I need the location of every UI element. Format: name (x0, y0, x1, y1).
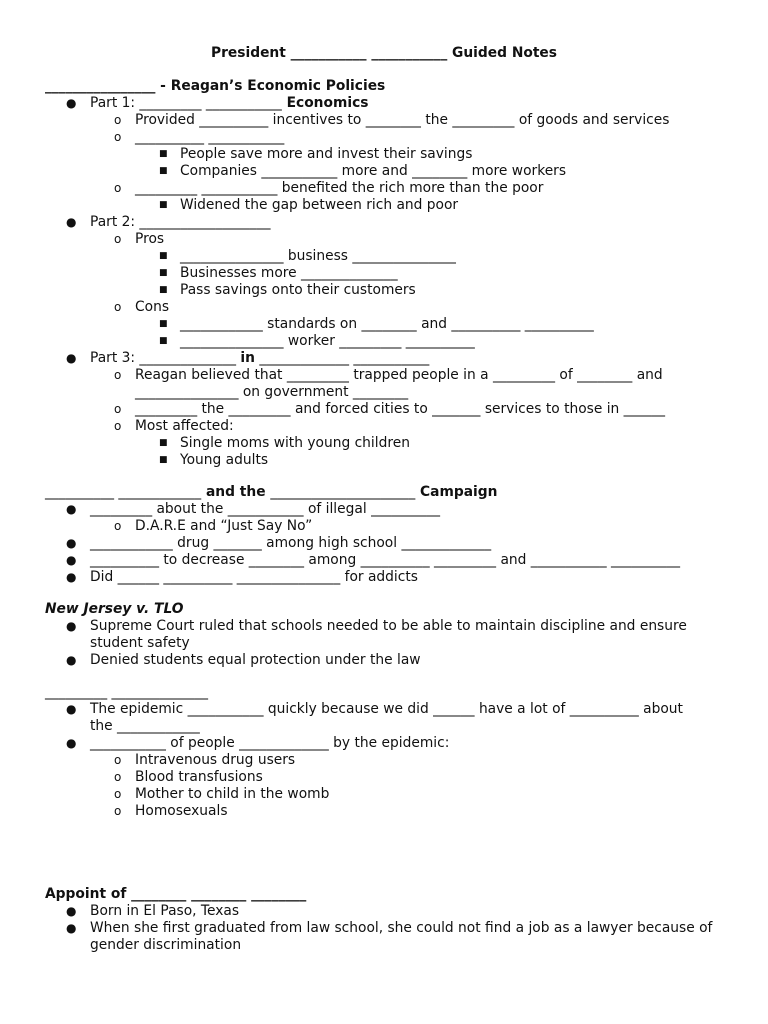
bullet-disc-icon: ● (66, 653, 77, 667)
bullet-disc-icon: ● (66, 921, 77, 935)
reagan-heading: ________________ - Reagan’s Economic Policies (45, 78, 386, 94)
bullet-disc-icon: ● (66, 736, 77, 750)
bullet-disc-icon: ● (66, 570, 77, 584)
list-item: Companies ___________ more and ________ more workers (180, 163, 567, 179)
list-item: Homosexuals (135, 803, 228, 819)
list-item: When she first graduated from law school, she could not find a job as a lawyer because of (90, 920, 713, 936)
list-item: Provided __________ incentives to ________ the _________ of goods and services (135, 112, 670, 128)
bullet-square-icon: ■ (159, 319, 168, 329)
bullet-disc-icon: ● (66, 702, 77, 716)
bullet-disc-icon: ● (66, 904, 77, 918)
bullet-circle-icon: o (114, 519, 122, 533)
bullet-circle-icon: o (114, 130, 122, 144)
cons-label: Cons (135, 299, 170, 315)
list-item: _________ the _________ and forced cities to _______ services to those in ______ (135, 401, 666, 417)
part1-label: Part 1: _________ ___________ (90, 95, 282, 111)
list-item: Supreme Court ruled that schools needed to be able to maintain discipline and ensure (90, 618, 687, 634)
bullet-disc-icon: ● (66, 619, 77, 633)
bullet-square-icon: ■ (159, 200, 168, 210)
bullet-circle-icon: o (114, 402, 122, 416)
part2-label: Part 2: ___________________ (90, 214, 271, 230)
list-item: Young adults (180, 452, 269, 468)
list-item: __________ to decrease ________ among __________ _________ and ___________ __________ (90, 552, 681, 568)
bullet-circle-icon: o (114, 419, 122, 433)
bullet-disc-icon: ● (66, 351, 77, 365)
list-item: D.A.R.E and “Just Say No” (135, 518, 313, 534)
list-item-continued: the ____________ (90, 718, 200, 734)
pros-label: Pros (135, 231, 165, 247)
list-item: Intravenous drug users (135, 752, 296, 768)
list-item: Widened the gap between rich and poor (180, 197, 459, 213)
bullet-square-icon: ■ (159, 268, 168, 278)
list-item: Blood transfusions (135, 769, 263, 785)
list-item: Denied students equal protection under the law (90, 652, 421, 668)
part1-line (90, 95, 368, 112)
bullet-square-icon: ■ (159, 455, 168, 465)
bullet-disc-icon: ● (66, 536, 77, 550)
part3-post: _____________ ___________ (254, 350, 430, 366)
bullet-circle-icon: o (114, 300, 122, 314)
list-item-continued: _______________ on government ________ (135, 384, 409, 400)
bullet-circle-icon: o (114, 753, 122, 767)
bullet-circle-icon: o (114, 113, 122, 127)
list-item: Pass savings onto their customers (180, 282, 416, 298)
list-item: _______________ worker _________ __________ (180, 333, 475, 349)
drugs-heading-and: and the (201, 484, 271, 500)
list-item: ___________ of people _____________ by the epidemic: (90, 735, 450, 751)
list-item-continued: student safety (90, 635, 190, 651)
bullet-square-icon: ■ (159, 251, 168, 261)
list-item: _________ about the ___________ of illegal __________ (90, 501, 441, 517)
part3-line (90, 350, 429, 367)
appoint-heading: Appoint of ________ ________ ________ (45, 886, 307, 902)
list-item: Born in El Paso, Texas (90, 903, 240, 919)
bullet-disc-icon: ● (66, 553, 77, 567)
list-item: __________ ___________ (135, 129, 285, 145)
tlo-heading: New Jersey v. TLO (45, 601, 184, 617)
bullet-square-icon: ■ (159, 438, 168, 448)
list-item: Reagan believed that _________ trapped people in a _________ of ________ and (135, 367, 663, 383)
list-item: Did ______ __________ _______________ for addicts (90, 569, 418, 585)
list-item: _________ ___________ benefited the rich more than the poor (135, 180, 544, 196)
bullet-disc-icon: ● (66, 215, 77, 229)
bullet-circle-icon: o (114, 787, 122, 801)
part3-in: in (240, 350, 255, 366)
list-item: Mother to child in the womb (135, 786, 330, 802)
list-item: Most affected: (135, 418, 234, 434)
bullet-disc-icon: ● (66, 502, 77, 516)
bullet-square-icon: ■ (159, 166, 168, 176)
drugs-heading-blank-a: __________ ____________ (45, 484, 202, 500)
bullet-circle-icon: o (114, 181, 122, 195)
bullet-square-icon: ■ (159, 285, 168, 295)
epidemic-heading: _________ ______________ (45, 684, 209, 700)
bullet-disc-icon: ● (66, 96, 77, 110)
bullet-square-icon: ■ (159, 149, 168, 159)
drugs-heading-blank-b: _____________________ (270, 484, 416, 500)
list-item: The epidemic ___________ quickly because we did ______ have a lot of __________ about (90, 701, 683, 717)
list-item: ____________ standards on ________ and __________ __________ (180, 316, 594, 332)
list-item-continued: gender discrimination (90, 937, 242, 953)
bullet-circle-icon: o (114, 804, 122, 818)
list-item: ____________ drug _______ among high school _____________ (90, 535, 492, 551)
bullet-square-icon: ■ (159, 336, 168, 346)
list-item: Single moms with young children (180, 435, 410, 451)
bullet-circle-icon: o (114, 368, 122, 382)
bullet-circle-icon: o (114, 770, 122, 784)
drugs-heading-campaign: Campaign (415, 484, 498, 500)
list-item: People save more and invest their savings (180, 146, 473, 162)
list-item: Businesses more ______________ (180, 265, 398, 281)
part1-economics: Economics (281, 95, 369, 111)
list-item: _______________ business _______________ (180, 248, 456, 264)
bullet-circle-icon: o (114, 232, 122, 246)
part3-pre: Part 3: ______________ (90, 350, 241, 366)
page-title: President ___________ ___________ Guided Notes (210, 45, 558, 61)
drugs-heading (45, 484, 497, 501)
